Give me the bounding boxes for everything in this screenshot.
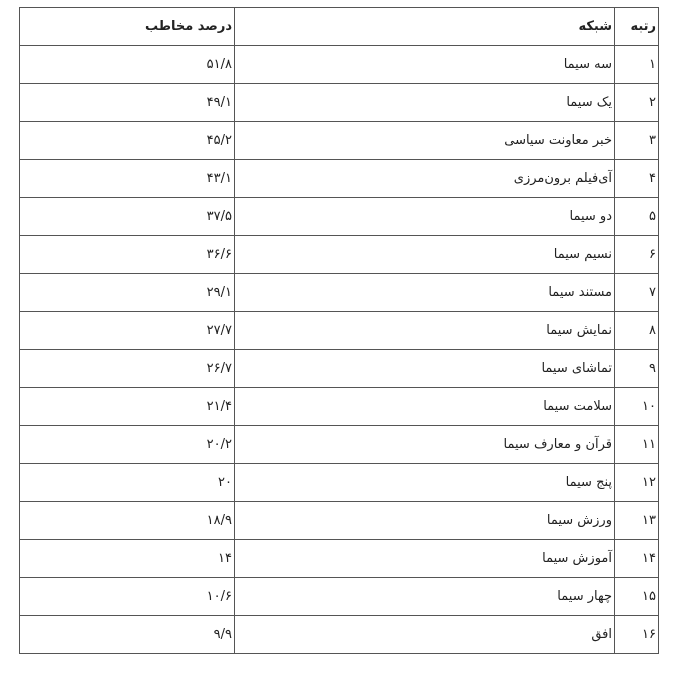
table-row	[20, 160, 659, 198]
rank-cell: ۱۵	[615, 578, 659, 616]
network-cell: پنج سیما	[235, 464, 615, 502]
table-row	[20, 426, 659, 464]
percent-cell: ۹/۹	[20, 616, 235, 654]
rank-cell: ۱	[615, 46, 659, 84]
percent-cell: ۴۳/۱	[20, 160, 235, 198]
rank-cell: ۱۳	[615, 502, 659, 540]
header-rank: رتبه	[615, 8, 659, 46]
percent-cell: ۲۱/۴	[20, 388, 235, 426]
percent-cell: ۲۰	[20, 464, 235, 502]
table-row	[20, 464, 659, 502]
percent-cell: ۳۷/۵	[20, 198, 235, 236]
percent-cell: ۳۶/۶	[20, 236, 235, 274]
network-cell: ورزش سیما	[235, 502, 615, 540]
rank-cell: ۸	[615, 312, 659, 350]
table-header-row	[20, 8, 659, 46]
rank-cell: ۹	[615, 350, 659, 388]
table-row	[20, 388, 659, 426]
percent-cell: ۱۴	[20, 540, 235, 578]
header-network: شبکه	[235, 8, 615, 46]
table-row	[20, 578, 659, 616]
network-cell: سلامت سیما	[235, 388, 615, 426]
network-cell: سه سیما	[235, 46, 615, 84]
percent-cell: ۱۸/۹	[20, 502, 235, 540]
network-cell: دو سیما	[235, 198, 615, 236]
table-row	[20, 274, 659, 312]
table-row	[20, 84, 659, 122]
network-cell: یک سیما	[235, 84, 615, 122]
percent-cell: ۴۹/۱	[20, 84, 235, 122]
network-cell: مستند سیما	[235, 274, 615, 312]
network-cell: نمایش سیما	[235, 312, 615, 350]
table-row	[20, 350, 659, 388]
rank-cell: ۱۰	[615, 388, 659, 426]
header-percent: درصد مخاطب	[20, 8, 235, 46]
rank-cell: ۶	[615, 236, 659, 274]
table-row	[20, 502, 659, 540]
table-row	[20, 236, 659, 274]
percent-cell: ۴۵/۲	[20, 122, 235, 160]
rank-cell: ۱۴	[615, 540, 659, 578]
percent-cell: ۲۰/۲	[20, 426, 235, 464]
percent-cell: ۲۶/۷	[20, 350, 235, 388]
percent-cell: ۲۹/۱	[20, 274, 235, 312]
table-row	[20, 540, 659, 578]
table-row	[20, 198, 659, 236]
table-body	[20, 46, 659, 654]
network-cell: آی‌فیلم برون‌مرزی	[235, 160, 615, 198]
rank-cell: ۵	[615, 198, 659, 236]
rank-cell: ۱۱	[615, 426, 659, 464]
network-cell: خبر معاونت سیاسی	[235, 122, 615, 160]
rank-cell: ۷	[615, 274, 659, 312]
rank-cell: ۲	[615, 84, 659, 122]
network-cell: تماشای سیما	[235, 350, 615, 388]
percent-cell: ۲۷/۷	[20, 312, 235, 350]
network-cell: افق	[235, 616, 615, 654]
rank-cell: ۱۲	[615, 464, 659, 502]
table-row	[20, 616, 659, 654]
percent-cell: ۵۱/۸	[20, 46, 235, 84]
network-cell: آموزش سیما	[235, 540, 615, 578]
percent-cell: ۱۰/۶	[20, 578, 235, 616]
table-row	[20, 122, 659, 160]
table-row	[20, 46, 659, 84]
rank-cell: ۱۶	[615, 616, 659, 654]
network-ranking-table	[19, 7, 659, 654]
network-cell: چهار سیما	[235, 578, 615, 616]
network-cell: قرآن و معارف سیما	[235, 426, 615, 464]
network-cell: نسیم سیما	[235, 236, 615, 274]
table-row	[20, 312, 659, 350]
rank-cell: ۴	[615, 160, 659, 198]
rank-cell: ۳	[615, 122, 659, 160]
